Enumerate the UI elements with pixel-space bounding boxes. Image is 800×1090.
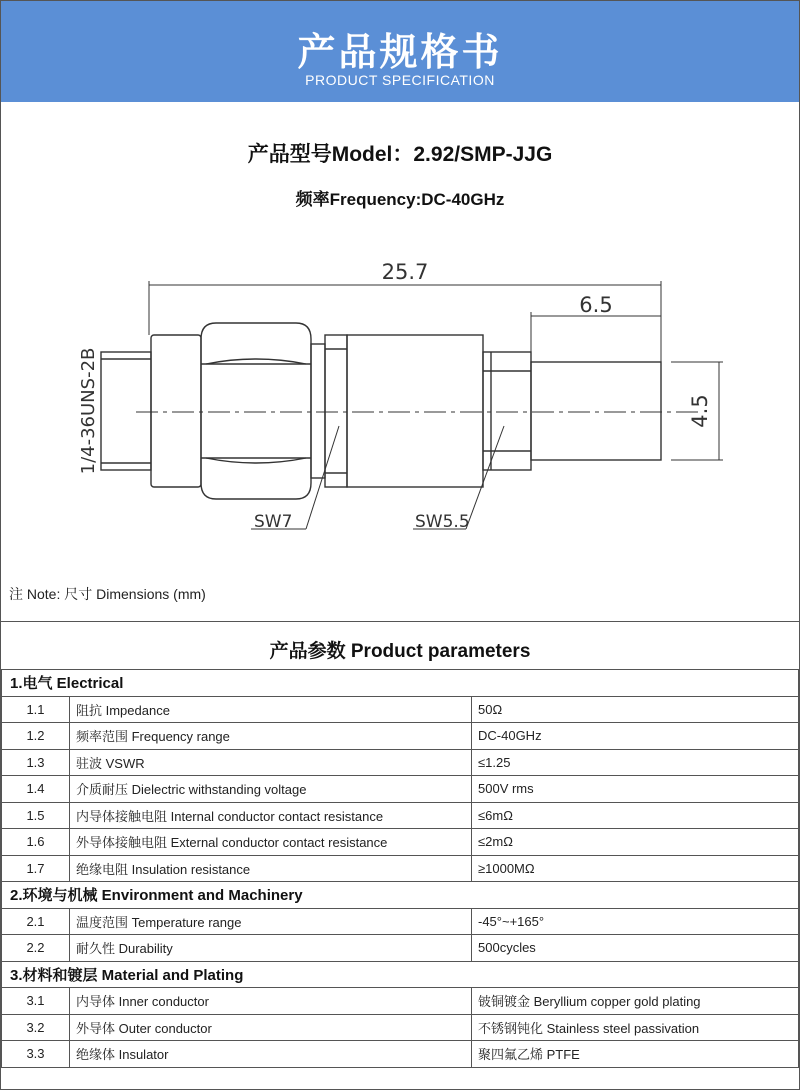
param-number: 1.3 — [2, 749, 70, 776]
wrench-left-label: SW7 — [254, 512, 293, 532]
section-title: 2.环境与机械 Environment and Machinery — [2, 882, 799, 909]
connector-drawing — [1, 231, 799, 571]
header-title-en: PRODUCT SPECIFICATION — [305, 72, 495, 88]
param-value: ≤6mΩ — [472, 802, 799, 829]
tail-length-label: 6.5 — [579, 293, 613, 317]
parameters-table — [1, 669, 799, 1068]
section-row — [2, 882, 799, 909]
param-number: 2.2 — [2, 935, 70, 962]
param-value: DC-40GHz — [472, 723, 799, 750]
table-row — [2, 935, 799, 962]
left-body — [151, 335, 201, 487]
param-name: 频率范围 Frequency range — [70, 723, 472, 750]
param-value: 50Ω — [472, 696, 799, 723]
overall-length-label: 25.7 — [381, 260, 429, 284]
model-line: 产品型号Model：2.92/SMP-JJG — [247, 143, 553, 166]
section-title: 1.电气 Electrical — [2, 670, 799, 697]
param-number: 1.6 — [2, 829, 70, 856]
table-row — [2, 696, 799, 723]
header-title-cn: 产品规格书 — [297, 30, 503, 74]
param-name: 阻抗 Impedance — [70, 696, 472, 723]
header-banner — [1, 1, 799, 102]
thread-shell — [101, 352, 151, 470]
params-title: 产品参数 Product parameters — [269, 641, 531, 662]
section-title: 3.材料和镀层 Material and Plating — [2, 961, 799, 988]
param-number: 1.1 — [2, 696, 70, 723]
param-number: 1.4 — [2, 776, 70, 803]
table-row — [2, 988, 799, 1015]
thread-label: 1/4-36UNS-2B — [78, 347, 99, 475]
param-value: 铍铜镀金 Beryllium copper gold plating — [472, 988, 799, 1015]
param-name: 外导体 Outer conductor — [70, 1014, 472, 1041]
param-name: 绝缘体 Insulator — [70, 1041, 472, 1068]
param-number: 3.2 — [2, 1014, 70, 1041]
param-number: 2.1 — [2, 908, 70, 935]
param-number: 1.2 — [2, 723, 70, 750]
table-row — [2, 1014, 799, 1041]
table-row — [2, 749, 799, 776]
hex-nut-sw5-5 — [483, 352, 531, 470]
table-row — [2, 723, 799, 750]
param-number: 3.1 — [2, 988, 70, 1015]
divider — [1, 621, 799, 622]
param-number: 1.5 — [2, 802, 70, 829]
param-name: 绝缘电阻 Insulation resistance — [70, 855, 472, 882]
param-number: 3.3 — [2, 1041, 70, 1068]
param-value: -45°~+165° — [472, 908, 799, 935]
param-value: ≤2mΩ — [472, 829, 799, 856]
param-name: 外导体接触电阻 External conductor contact resistance — [70, 829, 472, 856]
hex-nut-sw7 — [201, 323, 311, 499]
param-name: 内导体 Inner conductor — [70, 988, 472, 1015]
section-row — [2, 670, 799, 697]
param-value: 不锈钢钝化 Stainless steel passivation — [472, 1014, 799, 1041]
param-value: 500cycles — [472, 935, 799, 962]
flange — [325, 335, 347, 487]
param-name: 驻波 VSWR — [70, 749, 472, 776]
table-row — [2, 855, 799, 882]
tail-pin — [531, 362, 661, 460]
section-row — [2, 961, 799, 988]
param-number: 1.7 — [2, 855, 70, 882]
middle-body — [347, 335, 483, 487]
table-row — [2, 776, 799, 803]
tail-diameter-label: 4.5 — [688, 394, 712, 428]
dimension-note: 注 Note: 尺寸 Dimensions (mm) — [9, 586, 206, 602]
param-name: 介质耐压 Dielectric withstanding voltage — [70, 776, 472, 803]
frequency-line: 频率Frequency:DC-40GHz — [295, 190, 505, 209]
wrench-right-label: SW5.5 — [415, 512, 470, 532]
param-name: 温度范围 Temperature range — [70, 908, 472, 935]
param-value: ≤1.25 — [472, 749, 799, 776]
param-value: ≥1000MΩ — [472, 855, 799, 882]
table-row — [2, 829, 799, 856]
table-row — [2, 802, 799, 829]
param-name: 内导体接触电阻 Internal conductor contact resistance — [70, 802, 472, 829]
param-name: 耐久性 Durability — [70, 935, 472, 962]
param-value: 聚四氟乙烯 PTFE — [472, 1041, 799, 1068]
table-row — [2, 908, 799, 935]
param-value: 500V rms — [472, 776, 799, 803]
table-row — [2, 1041, 799, 1068]
